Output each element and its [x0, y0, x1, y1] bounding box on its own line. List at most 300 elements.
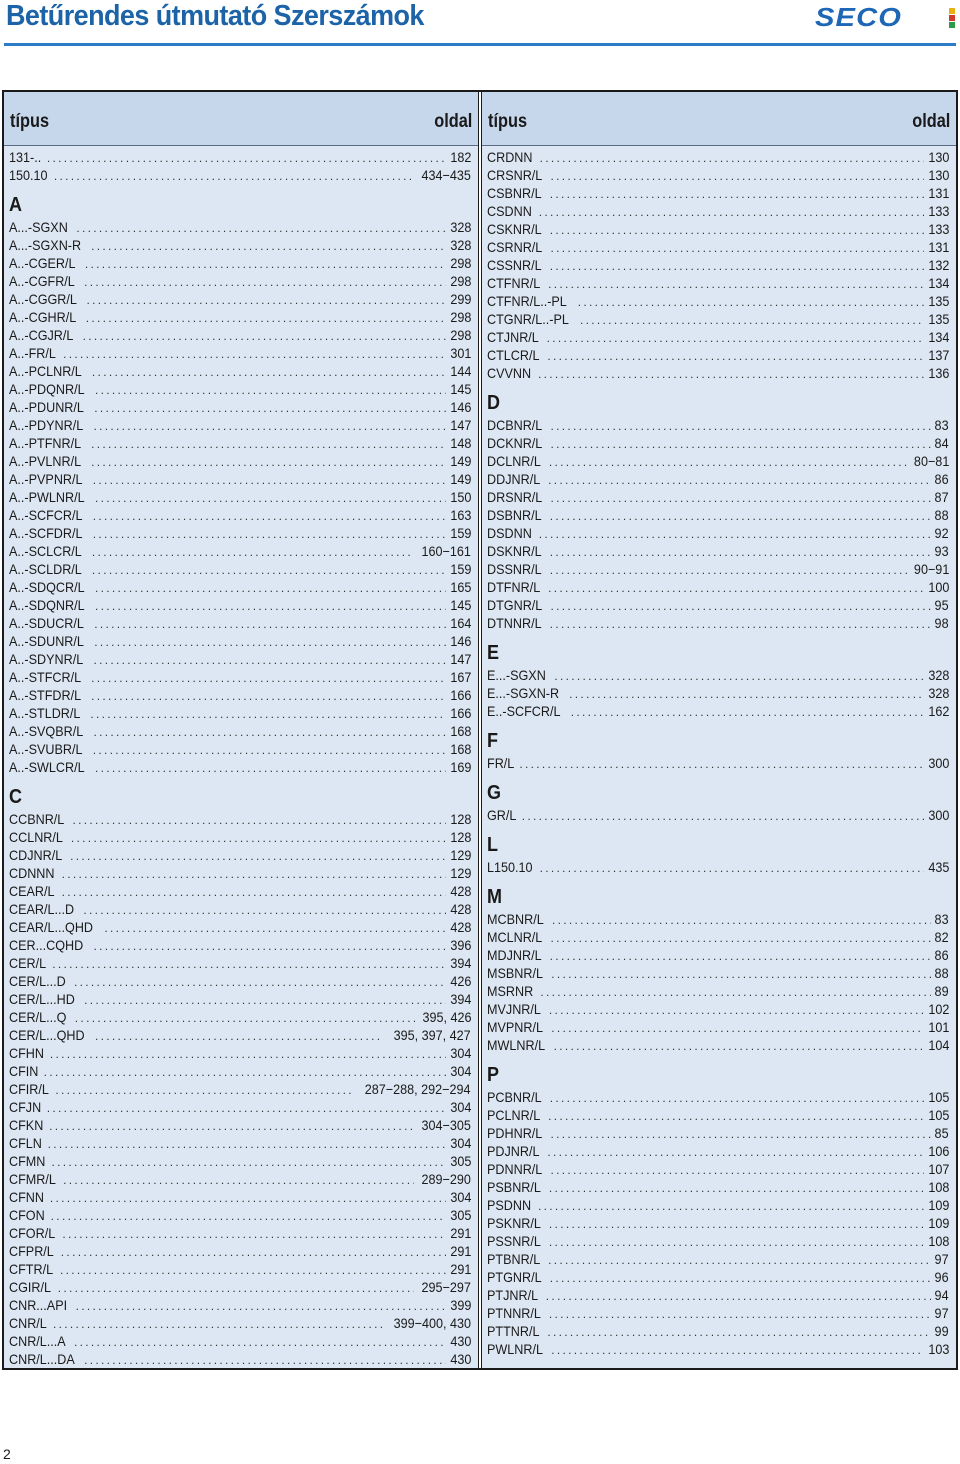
entry-type: CRSNR/L	[487, 167, 543, 183]
index-entry	[9, 1206, 471, 1224]
dot-leader	[68, 1333, 446, 1351]
index-entry	[9, 1134, 471, 1152]
entry-page: 301	[449, 345, 471, 361]
entry-page: 85	[934, 1125, 949, 1141]
entry-page: 102	[927, 1001, 949, 1017]
dot-leader	[44, 1045, 446, 1063]
entry-type: A..-STLDR/L	[9, 705, 81, 721]
entry-type: DCBNR/L	[487, 417, 543, 433]
entry-type: CER...CQHD	[9, 937, 84, 953]
left-index-list	[9, 148, 471, 1368]
entry-type: E...-SGXN	[487, 667, 546, 683]
dot-leader	[545, 1341, 923, 1359]
index-entry	[9, 542, 471, 560]
dot-leader	[563, 685, 924, 703]
section-letter: F	[487, 730, 498, 752]
index-entry	[9, 1062, 471, 1080]
index-entry	[487, 754, 949, 772]
index-entry	[9, 846, 471, 864]
entry-page: 328	[449, 219, 471, 235]
section-letter: D	[487, 392, 501, 414]
dot-leader	[534, 149, 924, 167]
dot-leader	[541, 329, 924, 347]
index-entry	[9, 434, 471, 452]
right-column-header	[482, 92, 956, 146]
entry-type: CFON	[9, 1207, 45, 1223]
entry-page: 131	[927, 185, 949, 201]
index-entry	[487, 560, 949, 578]
entry-type: CSBNR/L	[487, 185, 542, 201]
index-entry	[487, 416, 949, 434]
dot-leader	[84, 705, 445, 723]
entry-type: A..-CGER/L	[9, 255, 76, 271]
index-entry	[9, 166, 471, 184]
entry-page: 84	[934, 435, 949, 451]
index-entry	[9, 990, 471, 1008]
entry-page: 144	[449, 363, 471, 379]
dot-leader	[88, 633, 445, 651]
page-title: Betűrendes útmutató Szerszámok	[6, 0, 424, 32]
entry-type: CTFNR/L	[487, 275, 541, 291]
index-entry	[9, 1224, 471, 1242]
dot-leader	[80, 309, 446, 327]
entry-type: A..-SCFDR/L	[9, 525, 83, 541]
entry-type: PTJNR/L	[487, 1287, 539, 1303]
index-entry	[487, 1142, 949, 1160]
entry-page: 430	[449, 1333, 471, 1349]
index-entry	[9, 506, 471, 524]
index-entry	[487, 434, 949, 452]
entry-page: 108	[927, 1233, 949, 1249]
entry-page: 130	[927, 149, 949, 165]
index-entry	[9, 1350, 471, 1368]
index-entry	[9, 1044, 471, 1062]
dot-leader	[542, 579, 924, 597]
entry-type: E...-SGXN-R	[487, 685, 560, 701]
entry-type: MCLNR/L	[487, 929, 543, 945]
entry-type: CFIR/L	[9, 1081, 49, 1097]
entry-type: PSKNR/L	[487, 1215, 541, 1231]
entry-page: 328	[927, 667, 949, 683]
entry-page: 89	[934, 983, 949, 999]
index-entry	[9, 1008, 471, 1026]
entry-type: A..-SDUNR/L	[9, 633, 84, 649]
dot-leader	[541, 1143, 923, 1161]
dot-leader	[544, 1161, 923, 1179]
index-entry	[487, 256, 949, 274]
dot-leader	[38, 1063, 446, 1081]
entry-page: 298	[449, 255, 471, 271]
dot-leader	[544, 167, 923, 185]
entry-type: CER/L...Q	[9, 1009, 67, 1025]
dot-leader	[68, 973, 446, 991]
index-entry	[9, 1116, 471, 1134]
dot-leader	[545, 965, 931, 983]
entry-type: A..-SDQCR/L	[9, 579, 85, 595]
entry-type: PTBNR/L	[487, 1251, 541, 1267]
entry-type: PTGNR/L	[487, 1269, 542, 1285]
logo-text: SECO	[815, 2, 903, 32]
dot-leader	[52, 1279, 414, 1297]
entry-type: CEAR/L...D	[9, 901, 75, 917]
index-entry	[487, 346, 949, 364]
dot-leader	[78, 1351, 446, 1369]
index-entry	[487, 1124, 949, 1142]
entry-page: 135	[927, 311, 949, 327]
index-entry	[487, 1178, 949, 1196]
entry-page: 426	[449, 973, 471, 989]
dot-leader	[70, 1297, 446, 1315]
entry-page: 165	[449, 579, 471, 595]
entry-type: CNR/L	[9, 1315, 47, 1331]
dot-leader	[543, 1215, 924, 1233]
entry-type: CFPR/L	[9, 1243, 54, 1259]
index-entry	[9, 1188, 471, 1206]
entry-type: PDNNR/L	[487, 1161, 543, 1177]
entry-page: 167	[449, 669, 471, 685]
dot-leader	[85, 237, 446, 255]
index-entry	[9, 972, 471, 990]
entry-page: 83	[934, 417, 949, 433]
index-entry	[9, 560, 471, 578]
entry-page: 298	[449, 273, 471, 289]
entry-page: 97	[934, 1305, 949, 1321]
entry-type: PTTNR/L	[487, 1323, 540, 1339]
index-entry	[487, 666, 949, 684]
entry-type: CER/L...QHD	[9, 1027, 85, 1043]
dot-leader	[70, 219, 445, 237]
entry-type: 131-..	[9, 149, 42, 165]
entry-page: 298	[449, 309, 471, 325]
page-number: 2	[3, 1446, 11, 1462]
entry-type: A..-SDUCR/L	[9, 615, 84, 631]
entry-type: CFJN	[9, 1099, 42, 1115]
type-header: típus	[10, 111, 50, 132]
entry-page: 291	[449, 1225, 471, 1241]
dot-leader	[89, 597, 446, 615]
page-header: oldal	[911, 111, 950, 132]
index-entry	[9, 488, 471, 506]
dot-leader	[543, 1001, 924, 1019]
entry-type: A..-PDUNR/L	[9, 399, 84, 415]
dot-leader	[41, 1099, 446, 1117]
entry-page: 103	[927, 1341, 949, 1357]
entry-type: L150.10	[487, 859, 533, 875]
dot-leader	[543, 1179, 924, 1197]
entry-type: CFIN	[9, 1063, 39, 1079]
entry-page: 92	[934, 525, 949, 541]
index-entry	[487, 596, 949, 614]
index-entry	[9, 864, 471, 882]
entry-type: PSSNR/L	[487, 1233, 541, 1249]
entry-type: A..-PDQNR/L	[9, 381, 85, 397]
dot-leader	[544, 1089, 924, 1107]
right-index-list	[487, 148, 949, 1358]
entry-type: DTFNR/L	[487, 579, 541, 595]
entry-page: 168	[449, 741, 471, 757]
index-entry	[9, 1278, 471, 1296]
dot-leader	[98, 919, 445, 937]
entry-page: 159	[449, 525, 471, 541]
index-entry	[487, 452, 949, 470]
entry-page: 128	[449, 811, 471, 827]
index-entry	[487, 1018, 949, 1036]
dot-leader	[79, 255, 446, 273]
entry-type: A..-PVLNR/L	[9, 453, 82, 469]
entry-type: DCLNR/L	[487, 453, 541, 469]
index-entry	[9, 308, 471, 326]
dot-leader	[533, 203, 924, 221]
entry-page: 299	[449, 291, 471, 307]
entry-page: 399−400, 430	[393, 1315, 471, 1331]
entry-page: 94	[934, 1287, 949, 1303]
index-entry	[487, 946, 949, 964]
dot-leader	[57, 1171, 414, 1189]
dot-leader	[49, 1081, 351, 1099]
entry-type: DSDNN	[487, 525, 532, 541]
dot-leader	[47, 1315, 383, 1333]
index-entry	[9, 614, 471, 632]
index-entry	[9, 1332, 471, 1350]
entry-type: CCLNR/L	[9, 829, 63, 845]
dot-leader	[87, 525, 446, 543]
entry-type: A..-SCLDR/L	[9, 561, 82, 577]
dot-leader	[544, 929, 931, 947]
dot-leader	[43, 1117, 414, 1135]
index-entry	[9, 1314, 471, 1332]
entry-page: 99	[934, 1323, 949, 1339]
entry-page: 164	[449, 615, 471, 631]
dot-leader	[89, 489, 446, 507]
index-entry	[9, 810, 471, 828]
entry-page: 169	[449, 759, 471, 775]
entry-page: 86	[934, 947, 949, 963]
index-entry	[9, 900, 471, 918]
dot-leader	[85, 453, 446, 471]
entry-type: GR/L	[487, 807, 517, 823]
dot-leader	[533, 525, 932, 543]
entry-type: CNR/L...DA	[9, 1351, 75, 1367]
entry-type: CNR...API	[9, 1297, 68, 1313]
entry-page: 304	[449, 1135, 471, 1151]
section-letter: E	[487, 642, 500, 664]
entry-page: 88	[934, 507, 949, 523]
entry-type: A..-PCLNR/L	[9, 363, 82, 379]
dot-leader	[48, 167, 414, 185]
entry-page: 80−81	[913, 453, 949, 469]
entry-page: 300	[927, 755, 949, 771]
entry-type: CSRNR/L	[487, 239, 543, 255]
entry-page: 295−297	[421, 1279, 471, 1295]
index-entry	[9, 148, 471, 166]
dot-leader	[544, 489, 931, 507]
entry-type: CFKN	[9, 1117, 44, 1133]
entry-page: 150	[449, 489, 471, 505]
index-entry	[487, 1286, 949, 1304]
dot-leader	[87, 507, 446, 525]
section-letter: C	[9, 786, 23, 808]
dot-leader	[54, 1261, 446, 1279]
dot-leader	[543, 1233, 924, 1251]
entry-type: A..-SDQNR/L	[9, 597, 85, 613]
dot-leader	[66, 811, 445, 829]
entry-page: 93	[934, 543, 949, 559]
entry-page: 395, 397, 427	[393, 1027, 471, 1043]
index-entry	[487, 364, 949, 382]
index-entry	[9, 344, 471, 362]
entry-page: 108	[927, 1179, 949, 1195]
entry-type: A..-STFCR/L	[9, 669, 82, 685]
entry-type: DTNNR/L	[487, 615, 542, 631]
dot-leader	[56, 883, 446, 901]
entry-page: 128	[449, 829, 471, 845]
index-entry	[9, 326, 471, 344]
index-entry	[487, 202, 949, 220]
index-entry	[9, 272, 471, 290]
index-entry	[9, 236, 471, 254]
index-entry	[9, 254, 471, 272]
entry-type: CSSNR/L	[487, 257, 542, 273]
entry-type: DTGNR/L	[487, 597, 543, 613]
index-entry	[487, 1214, 949, 1232]
entry-page: 90−91	[913, 561, 949, 577]
section-letter: A	[9, 194, 23, 216]
entry-page: 287−288, 292−294	[365, 1081, 471, 1097]
dot-leader	[89, 759, 446, 777]
entry-type: A..-CGHR/L	[9, 309, 77, 325]
entry-type: CCBNR/L	[9, 811, 65, 827]
entry-type: PCLNR/L	[487, 1107, 541, 1123]
index-entry	[487, 806, 949, 824]
entry-page: 145	[449, 597, 471, 613]
index-entry	[487, 1106, 949, 1124]
dot-leader	[543, 1305, 932, 1323]
entry-type: PTNNR/L	[487, 1305, 541, 1321]
dot-leader	[544, 543, 932, 561]
dot-leader	[65, 829, 446, 847]
dot-leader	[41, 149, 446, 167]
entry-page: 395, 426	[421, 1009, 471, 1025]
entry-page: 132	[927, 257, 949, 273]
dot-leader	[541, 1323, 931, 1341]
dot-leader	[55, 1243, 446, 1261]
index-entry	[487, 1088, 949, 1106]
entry-page: 428	[449, 901, 471, 917]
dot-leader	[544, 185, 924, 203]
dot-leader	[88, 399, 445, 417]
dot-leader	[513, 755, 923, 773]
index-entry	[9, 398, 471, 416]
entry-type: CTJNR/L	[487, 329, 539, 345]
entry-page: 428	[449, 919, 471, 935]
dot-leader	[89, 381, 446, 399]
index-entry	[487, 684, 949, 702]
entry-page: 101	[927, 1019, 949, 1035]
dot-leader	[572, 293, 924, 311]
index-entry	[9, 596, 471, 614]
index-entry	[487, 928, 949, 946]
entry-page: 305	[449, 1207, 471, 1223]
entry-type: CSKNR/L	[487, 221, 542, 237]
dot-leader	[88, 615, 445, 633]
dot-leader	[540, 1287, 932, 1305]
index-entry	[9, 704, 471, 722]
entry-page: 291	[449, 1261, 471, 1277]
entry-type: CFMR/L	[9, 1171, 56, 1187]
entry-page: 109	[927, 1197, 949, 1213]
entry-type: MSRNR	[487, 983, 534, 999]
entry-type: CFMN	[9, 1153, 46, 1169]
entry-type: A..-FR/L	[9, 345, 56, 361]
entry-type: A..-SVQBR/L	[9, 723, 84, 739]
dot-leader	[544, 257, 924, 275]
dot-leader	[85, 435, 446, 453]
entry-type: FR/L	[487, 755, 515, 771]
dot-leader	[544, 221, 924, 239]
entry-type: CFTR/L	[9, 1261, 54, 1277]
entry-type: DRSNR/L	[487, 489, 543, 505]
index-entry	[9, 290, 471, 308]
entry-type: A..-SDYNR/L	[9, 651, 84, 667]
index-entry	[9, 828, 471, 846]
entry-page: 160−161	[421, 543, 471, 559]
index-entry	[487, 910, 949, 928]
index-entry	[9, 1296, 471, 1314]
entry-type: A..-SCLCR/L	[9, 543, 82, 559]
entry-type: MWLNR/L	[487, 1037, 546, 1053]
dot-leader	[78, 991, 446, 1009]
entry-page: 95	[934, 597, 949, 613]
dot-leader	[64, 847, 446, 865]
index-entry	[9, 668, 471, 686]
dot-leader	[544, 561, 908, 579]
dot-leader	[543, 453, 908, 471]
title-rule	[4, 43, 956, 46]
entry-type: A..-CGGR/L	[9, 291, 77, 307]
dot-leader	[544, 507, 932, 525]
index-entry	[487, 1304, 949, 1322]
entry-type: A..-SWLCR/L	[9, 759, 85, 775]
dot-leader	[87, 741, 446, 759]
entry-type: DSKNR/L	[487, 543, 542, 559]
entry-type: CRDNN	[487, 149, 533, 165]
dot-leader	[565, 703, 924, 721]
index-entry	[9, 1152, 471, 1170]
dot-leader	[87, 651, 445, 669]
index-entry	[487, 1232, 949, 1250]
left-column-header	[4, 92, 478, 146]
index-entry	[9, 416, 471, 434]
entry-type: CER/L...HD	[9, 991, 75, 1007]
column-divider	[478, 92, 482, 1368]
entry-page: 394	[449, 991, 471, 1007]
entry-page: 133	[927, 221, 949, 237]
section-letter: P	[487, 1064, 500, 1086]
entry-type: MVJNR/L	[487, 1001, 541, 1017]
entry-type: CFOR/L	[9, 1225, 56, 1241]
dot-leader	[544, 417, 931, 435]
dot-leader	[57, 345, 446, 363]
index-entry	[9, 632, 471, 650]
entry-page: 109	[927, 1215, 949, 1231]
index-entry	[487, 1250, 949, 1268]
entry-type: DDJNR/L	[487, 471, 541, 487]
entry-page: 137	[927, 347, 949, 363]
section-letter: G	[487, 782, 502, 804]
index-entry	[9, 470, 471, 488]
entry-page: 145	[449, 381, 471, 397]
entry-type: MDJNR/L	[487, 947, 542, 963]
